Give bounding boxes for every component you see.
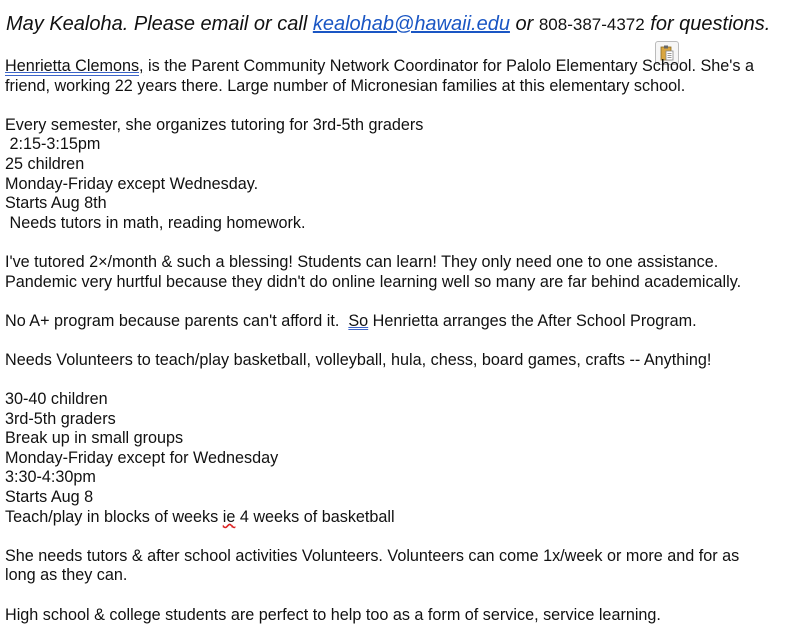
text-line [5,508,795,528]
text-line: Monday-Friday except Wednesday. [5,174,259,193]
text-line: Pandemic very hurtful because they didn't do online learning well so many are far behind academically. [5,272,742,291]
text: Henrietta arranges the After School Program. [368,311,697,330]
document-body [5,57,795,625]
text-line: Monday-Friday except for Wednesday [5,448,279,467]
text: is the Parent Community Network Coordinator for Palolo Elementary School. She's a [143,57,754,75]
text-line: Needs tutors in math, reading homework. [5,213,306,232]
text-line: Break up in small groups [5,429,184,448]
header-text: or [509,13,539,35]
text: No A+ program because parents can't afford it. [5,311,349,330]
text-line: I've tutored 2×/month & such a blessing! Students can learn! They only need one to one assistance. [5,252,719,271]
text-line: High school & college students are perfect to help too as a form of service, service learning. [5,605,661,624]
text-line: She needs tutors & after school activities Volunteers. Volunteers can come 1x/week or more and for as [5,546,740,565]
text-line: 25 children [5,154,85,173]
text-line: 3rd-5th graders [5,409,116,428]
phone-number: 808-387-4372 [538,15,645,34]
email-link[interactable]: kealohab@hawaii.edu [312,13,510,35]
grammar-flagged-word: So [348,311,369,330]
text: Teach/play in blocks of weeks [5,507,223,526]
contact-name: Henrietta Clemons, [5,57,144,75]
text-line: Starts Aug 8 [5,488,94,507]
text-line: 30-40 children [5,390,108,409]
text-line [5,312,795,332]
header-text: May Kealoha. Please email or call [6,13,313,35]
text-line: Starts Aug 8th [5,194,107,213]
text-line: 3:30-4:30pm [5,468,96,487]
header-text: for questions. [644,13,771,35]
text-line: Every semester, she organizes tutoring for 3rd-5th graders [5,115,424,134]
text-line: long as they can. [5,566,128,585]
text-line: 2:15-3:15pm [5,135,101,154]
text-line: Needs Volunteers to teach/play basketball, volleyball, hula, chess, board games, crafts -- Anything! [5,350,712,369]
text-line: friend, working 22 years there. Large number of Micronesian families at this elementary school. [5,76,686,95]
spelling-flagged-word: ie [222,507,236,526]
text: 4 weeks of basketball [235,507,395,526]
paragraph-intro [5,57,795,77]
contact-header [6,13,770,36]
